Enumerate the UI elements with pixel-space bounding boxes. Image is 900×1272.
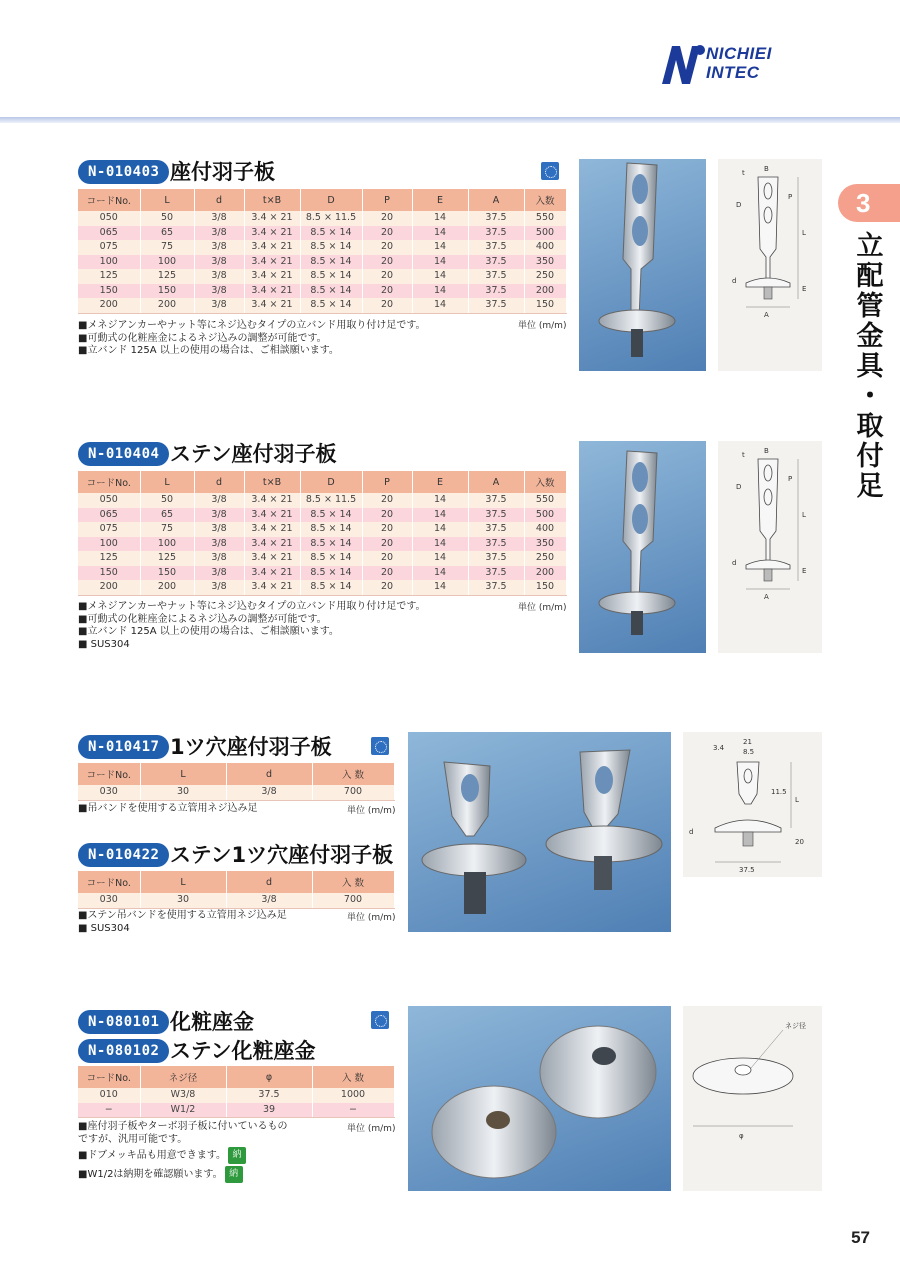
product-code-badge: N-010417 <box>78 735 169 759</box>
table-cell: 37.5 <box>468 269 524 284</box>
table-cell: 125 <box>78 269 140 284</box>
table-cell: 30 <box>140 785 226 800</box>
table-cell: 3/8 <box>194 522 244 537</box>
table-cell: 3.4 × 21 <box>244 493 300 508</box>
table-cell: 100 <box>140 537 194 552</box>
table-header-cell: L <box>140 763 226 785</box>
table-cell: 3.4 × 21 <box>244 566 300 581</box>
table-row <box>78 566 566 581</box>
unit-label: 単位 (m/m) <box>347 913 396 923</box>
dimension-label: φ <box>739 1132 744 1140</box>
table-cell: 14 <box>412 508 468 523</box>
delivery-check-icon: 納 <box>228 1147 246 1164</box>
table-header-cell: A <box>468 471 524 493</box>
table-cell: 37.5 <box>468 508 524 523</box>
table-header-cell: コードNo. <box>78 1066 140 1088</box>
table-cell: 20 <box>362 580 412 595</box>
table-header-cell: t×B <box>244 189 300 211</box>
table-cell: 8.5 × 14 <box>300 255 362 270</box>
dimension-diagram <box>718 441 822 653</box>
table-cell: 3.4 × 21 <box>244 255 300 270</box>
washer-outline <box>746 560 790 569</box>
standard-stock-icon <box>371 1011 389 1029</box>
product-title: 1ツ穴座付羽子板 <box>170 735 332 759</box>
table-cell: 14 <box>412 522 468 537</box>
table-header-cell: コードNo. <box>78 471 140 493</box>
table-cell: 050 <box>78 211 140 226</box>
table-header-cell: 入 数 <box>312 871 394 893</box>
table-cell: 30 <box>140 893 226 908</box>
table-cell: 37.5 <box>468 226 524 241</box>
table-cell: 3.4 × 21 <box>244 551 300 566</box>
chapter-title-char: 具 <box>856 351 884 382</box>
table-cell: 37.5 <box>468 566 524 581</box>
table-cell: 14 <box>412 493 468 508</box>
table-cell: 75 <box>140 522 194 537</box>
product-photo <box>408 732 671 932</box>
table-header-cell: 入 数 <box>312 763 394 785</box>
paddle-outline <box>758 459 778 565</box>
table-cell: 150 <box>78 566 140 581</box>
notes <box>78 1121 287 1184</box>
table-cell: 14 <box>412 240 468 255</box>
product-title: ステン1ツ穴座付羽子板 <box>170 843 394 867</box>
table-cell: 550 <box>524 493 566 508</box>
note-line: ■可動式の化粧座金によるネジ込みの調整が可能です。 <box>78 332 327 344</box>
table-cell: 150 <box>140 566 194 581</box>
chapter-title-char: 付 <box>856 441 884 472</box>
table-cell: 37.5 <box>468 580 524 595</box>
table-cell: 500 <box>524 508 566 523</box>
table-cell: 200 <box>78 298 140 313</box>
product-code-badge: N-080102 <box>78 1039 169 1063</box>
dimension-label: P <box>788 193 793 201</box>
table-cell: 14 <box>412 284 468 299</box>
chapter-title-char: ・ <box>856 381 884 412</box>
dimension-label: 21 <box>743 738 752 746</box>
table-cell: 37.5 <box>468 298 524 313</box>
table-row <box>78 508 566 523</box>
table-cell: 550 <box>524 211 566 226</box>
washer-outline <box>715 820 781 832</box>
product-code-badge: N-080101 <box>78 1010 169 1034</box>
chapter-title-char: 管 <box>856 291 884 322</box>
table-cell: 14 <box>412 537 468 552</box>
table-row <box>78 893 394 908</box>
table-cell: 3/8 <box>194 284 244 299</box>
product-title: 座付羽子板 <box>170 160 275 184</box>
unit-label: 単位 (m/m) <box>347 1124 396 1134</box>
table-cell: 3/8 <box>194 537 244 552</box>
logo-mark-icon <box>660 42 708 87</box>
dimension-label: 3.4 <box>713 744 725 752</box>
table-cell: 37.5 <box>468 284 524 299</box>
dimension-label: A <box>764 311 769 319</box>
table-cell: 125 <box>140 551 194 566</box>
table-cell: 3.4 × 21 <box>244 269 300 284</box>
chapter-title-char: 取 <box>856 411 884 442</box>
table-cell: 200 <box>524 566 566 581</box>
table-cell: 37.5 <box>468 551 524 566</box>
dimension-label: L <box>802 229 806 237</box>
table-cell: W3/8 <box>140 1088 226 1103</box>
table-header-cell: L <box>140 471 194 493</box>
product-code-badge: N-010403 <box>78 160 169 184</box>
table-cell: 3/8 <box>194 211 244 226</box>
table-cell: 20 <box>362 255 412 270</box>
table-header-cell: A <box>468 189 524 211</box>
paddle-outline <box>758 177 778 283</box>
dimension-label: d <box>732 559 737 567</box>
dimension-label: E <box>802 285 807 293</box>
spec-table <box>78 1066 395 1118</box>
table-cell: 37.5 <box>226 1088 312 1103</box>
table-cell: 14 <box>412 226 468 241</box>
table-cell: 3/8 <box>194 566 244 581</box>
table-cell: 14 <box>412 298 468 313</box>
table-row <box>78 284 566 299</box>
dimension-label: 11.5 <box>771 788 787 796</box>
table-cell: 3/8 <box>226 785 312 800</box>
table-header-cell: ネジ径 <box>140 1066 226 1088</box>
dimension-label: D <box>736 201 742 209</box>
table-row <box>78 1103 394 1118</box>
dimension-label: 20 <box>795 838 804 846</box>
table-cell: 8.5 × 14 <box>300 551 362 566</box>
dimension-label: D <box>736 483 742 491</box>
table-cell: 50 <box>140 211 194 226</box>
logo-line2: INTEC <box>706 63 760 82</box>
table-cell: 3/8 <box>194 240 244 255</box>
table-cell: 50 <box>140 493 194 508</box>
table-cell: 20 <box>362 211 412 226</box>
table-cell: 200 <box>140 580 194 595</box>
table-cell: 150 <box>524 298 566 313</box>
unit-label: 単位 (m/m) <box>347 806 396 816</box>
table-cell: 8.5 × 14 <box>300 537 362 552</box>
table-cell: 75 <box>140 240 194 255</box>
dimension-label: 8.5 <box>743 748 755 756</box>
notes <box>78 320 426 358</box>
dimension-label: B <box>764 165 769 173</box>
thread-outline <box>764 287 772 299</box>
table-header-cell: φ <box>226 1066 312 1088</box>
table-cell: 350 <box>524 537 566 552</box>
note-line: ■ SUS304 <box>78 638 130 650</box>
table-cell: 150 <box>140 284 194 299</box>
unit-label: 単位 (m/m) <box>518 603 567 613</box>
table-cell: 3.4 × 21 <box>244 298 300 313</box>
table-cell: 3.4 × 21 <box>244 226 300 241</box>
dimension-label: t <box>742 451 745 459</box>
washer-hole <box>735 1065 751 1075</box>
table-header-cell: L <box>140 189 194 211</box>
table-header-cell: 入数 <box>524 471 566 493</box>
table-cell: 3/8 <box>194 269 244 284</box>
table-header-cell: D <box>300 471 362 493</box>
table-cell: 400 <box>524 240 566 255</box>
note-line: ですが、汎用可能です。 <box>78 1133 188 1145</box>
thread-outline <box>743 832 753 846</box>
delivery-check-icon: 納 <box>225 1166 243 1183</box>
table-header-cell: コードNo. <box>78 871 140 893</box>
thread-outline <box>764 569 772 581</box>
table-cell: 700 <box>312 893 394 908</box>
dimension-label: 37.5 <box>739 866 755 874</box>
washer-outline <box>746 278 790 287</box>
table-cell: 37.5 <box>468 255 524 270</box>
table-cell: 3.4 × 21 <box>244 537 300 552</box>
table-cell: 030 <box>78 893 140 908</box>
table-row <box>78 785 394 800</box>
table-cell: 14 <box>412 580 468 595</box>
table-cell: 200 <box>524 284 566 299</box>
page-number: 57 <box>851 1228 870 1247</box>
chapter-title-char: 配 <box>856 261 884 292</box>
standard-stock-icon <box>541 162 559 180</box>
dimension-label: ネジ径 <box>785 1022 806 1030</box>
table-header-cell: d <box>194 471 244 493</box>
table-cell: 8.5 × 11.5 <box>300 493 362 508</box>
spec-table <box>78 471 567 596</box>
product-title: ステン化粧座金 <box>170 1039 316 1063</box>
table-cell: 3/8 <box>194 298 244 313</box>
note-line: ■ドブメッキ品も用意できます。 納 <box>78 1146 287 1165</box>
table-cell: 3.4 × 21 <box>244 211 300 226</box>
dimension-diagram <box>683 1006 822 1191</box>
table-cell: 3/8 <box>194 493 244 508</box>
table-cell: 37.5 <box>468 522 524 537</box>
company-logo <box>660 42 820 87</box>
table-cell: 075 <box>78 522 140 537</box>
chapter-number: 3 <box>838 184 900 222</box>
unit-label: 単位 (m/m) <box>518 321 567 331</box>
note-line: ■メネジアンカーやナット等にネジ込むタイプの立バンド用取り付け足です。 <box>78 601 426 612</box>
table-cell: 65 <box>140 508 194 523</box>
dimension-label: d <box>689 828 694 836</box>
table-cell: 8.5 × 14 <box>300 508 362 523</box>
note-line: ■吊バンドを使用する立管用ネジ込み足 <box>78 803 258 814</box>
note-line: ■立バンド 125A 以上の使用の場合は、ご相談願います。 <box>78 345 339 356</box>
chapter-title-char: 立 <box>856 231 884 262</box>
table-cell: − <box>312 1103 394 1118</box>
table-cell: 3.4 × 21 <box>244 284 300 299</box>
table-cell: 050 <box>78 493 140 508</box>
table-cell: 14 <box>412 211 468 226</box>
table-cell: 3.4 × 21 <box>244 240 300 255</box>
table-cell: 030 <box>78 785 140 800</box>
table-cell: 8.5 × 14 <box>300 298 362 313</box>
product-photo <box>408 1006 671 1191</box>
table-cell: 3.4 × 21 <box>244 580 300 595</box>
table-cell: 3.4 × 21 <box>244 508 300 523</box>
table-cell: 700 <box>312 785 394 800</box>
table-cell: 8.5 × 14 <box>300 269 362 284</box>
table-cell: 065 <box>78 508 140 523</box>
table-cell: 37.5 <box>468 211 524 226</box>
note-line: ■可動式の化粧座金によるネジ込みの調整が可能です。 <box>78 613 327 625</box>
chapter-title-char: 金 <box>856 321 884 352</box>
table-header-cell: P <box>362 189 412 211</box>
table-cell: W1/2 <box>140 1103 226 1118</box>
note-line: ■ SUS304 <box>78 922 130 934</box>
table-cell: 14 <box>412 551 468 566</box>
table-cell: 20 <box>362 298 412 313</box>
table-row <box>78 298 566 313</box>
dimension-label: A <box>764 593 769 601</box>
product-code-badge: N-010422 <box>78 843 169 867</box>
table-header-cell: 入 数 <box>312 1066 394 1088</box>
table-row <box>78 255 566 270</box>
table-cell: 37.5 <box>468 240 524 255</box>
chapter-title <box>855 232 885 502</box>
table-cell: 8.5 × 14 <box>300 566 362 581</box>
table-cell: 100 <box>78 537 140 552</box>
table-cell: 500 <box>524 226 566 241</box>
table-header-cell: P <box>362 471 412 493</box>
dimension-label: d <box>732 277 737 285</box>
table-row <box>78 493 566 508</box>
table-cell: 1000 <box>312 1088 394 1103</box>
table-cell: 250 <box>524 269 566 284</box>
table-row <box>78 226 566 241</box>
notes <box>78 601 426 651</box>
table-cell: 20 <box>362 537 412 552</box>
header-rule <box>0 117 900 123</box>
table-header-cell: 入数 <box>524 189 566 211</box>
table-cell: 14 <box>412 566 468 581</box>
washer-outline <box>693 1058 793 1094</box>
table-cell: 20 <box>362 284 412 299</box>
table-header-cell: d <box>194 189 244 211</box>
product-title: ステン座付羽子板 <box>170 442 337 466</box>
table-cell: 100 <box>78 255 140 270</box>
table-cell: 3.4 × 21 <box>244 522 300 537</box>
table-cell: 20 <box>362 269 412 284</box>
dimension-label: t <box>742 169 745 177</box>
table-header-cell: E <box>412 471 468 493</box>
table-row <box>78 1088 394 1103</box>
table-cell: 20 <box>362 551 412 566</box>
table-cell: 20 <box>362 226 412 241</box>
table-cell: 100 <box>140 255 194 270</box>
table-cell: 37.5 <box>468 493 524 508</box>
table-cell: 20 <box>362 493 412 508</box>
spec-table <box>78 871 395 909</box>
table-cell: 14 <box>412 255 468 270</box>
table-header-cell: コードNo. <box>78 763 140 785</box>
table-cell: 20 <box>362 240 412 255</box>
dimension-label: P <box>788 475 793 483</box>
table-cell: 3/8 <box>194 551 244 566</box>
table-row <box>78 522 566 537</box>
product-title: 化粧座金 <box>170 1010 254 1034</box>
note-line: ■座付羽子板やターボ羽子板に付いているもの <box>78 1121 288 1132</box>
table-cell: 075 <box>78 240 140 255</box>
dimension-label: E <box>802 567 807 575</box>
table-header-cell: E <box>412 189 468 211</box>
product-photo <box>579 441 706 653</box>
table-header-cell: L <box>140 871 226 893</box>
table-header-cell: d <box>226 763 312 785</box>
logo-line1: NICHIEI <box>706 44 772 63</box>
table-cell: 3/8 <box>194 508 244 523</box>
spec-table <box>78 763 395 801</box>
table-cell: 150 <box>524 580 566 595</box>
notes <box>78 910 287 935</box>
table-cell: 65 <box>140 226 194 241</box>
product-code-badge: N-010404 <box>78 442 169 466</box>
table-header-cell: コードNo. <box>78 189 140 211</box>
table-cell: 37.5 <box>468 537 524 552</box>
dimension-diagram <box>718 159 822 371</box>
table-cell: 14 <box>412 269 468 284</box>
table-cell: 400 <box>524 522 566 537</box>
table-cell: 3/8 <box>194 255 244 270</box>
note-line: ■ステン吊バンドを使用する立管用ネジ込み足 <box>78 910 287 921</box>
table-cell: 010 <box>78 1088 140 1103</box>
table-cell: 8.5 × 14 <box>300 226 362 241</box>
table-header-cell: D <box>300 189 362 211</box>
table-cell: 20 <box>362 566 412 581</box>
table-row <box>78 537 566 552</box>
dimension-label: L <box>802 511 806 519</box>
standard-stock-icon <box>371 737 389 755</box>
note-line: ■立バンド 125A 以上の使用の場合は、ご相談願います。 <box>78 626 339 637</box>
note-line: ■W1/2は納期を確認願います。 納 <box>78 1165 287 1184</box>
table-row <box>78 240 566 255</box>
table-cell: 125 <box>140 269 194 284</box>
table-cell: 065 <box>78 226 140 241</box>
table-cell: 39 <box>226 1103 312 1118</box>
table-cell: 125 <box>78 551 140 566</box>
table-cell: 8.5 × 14 <box>300 580 362 595</box>
table-cell: 150 <box>78 284 140 299</box>
table-cell: 8.5 × 11.5 <box>300 211 362 226</box>
table-cell: 8.5 × 14 <box>300 240 362 255</box>
dimension-diagram <box>683 732 822 877</box>
table-row <box>78 551 566 566</box>
table-header-cell: d <box>226 871 312 893</box>
table-cell: 3/8 <box>194 226 244 241</box>
note-line: ■メネジアンカーやナット等にネジ込むタイプの立バンド用取り付け足です。 <box>78 320 426 331</box>
table-row <box>78 269 566 284</box>
table-cell: 20 <box>362 522 412 537</box>
notes <box>78 803 257 816</box>
table-cell: 350 <box>524 255 566 270</box>
table-header-cell: t×B <box>244 471 300 493</box>
dimension-label: B <box>764 447 769 455</box>
table-cell: 3/8 <box>226 893 312 908</box>
product-photo <box>579 159 706 371</box>
table-cell: 8.5 × 14 <box>300 284 362 299</box>
table-cell: 20 <box>362 508 412 523</box>
table-row <box>78 211 566 226</box>
table-row <box>78 580 566 595</box>
table-cell: 8.5 × 14 <box>300 522 362 537</box>
dimension-label: L <box>795 796 799 804</box>
table-cell: 200 <box>78 580 140 595</box>
table-cell: − <box>78 1103 140 1118</box>
table-cell: 250 <box>524 551 566 566</box>
spec-table <box>78 189 567 314</box>
chapter-title-char: 足 <box>856 471 884 502</box>
table-cell: 200 <box>140 298 194 313</box>
table-cell: 3/8 <box>194 580 244 595</box>
